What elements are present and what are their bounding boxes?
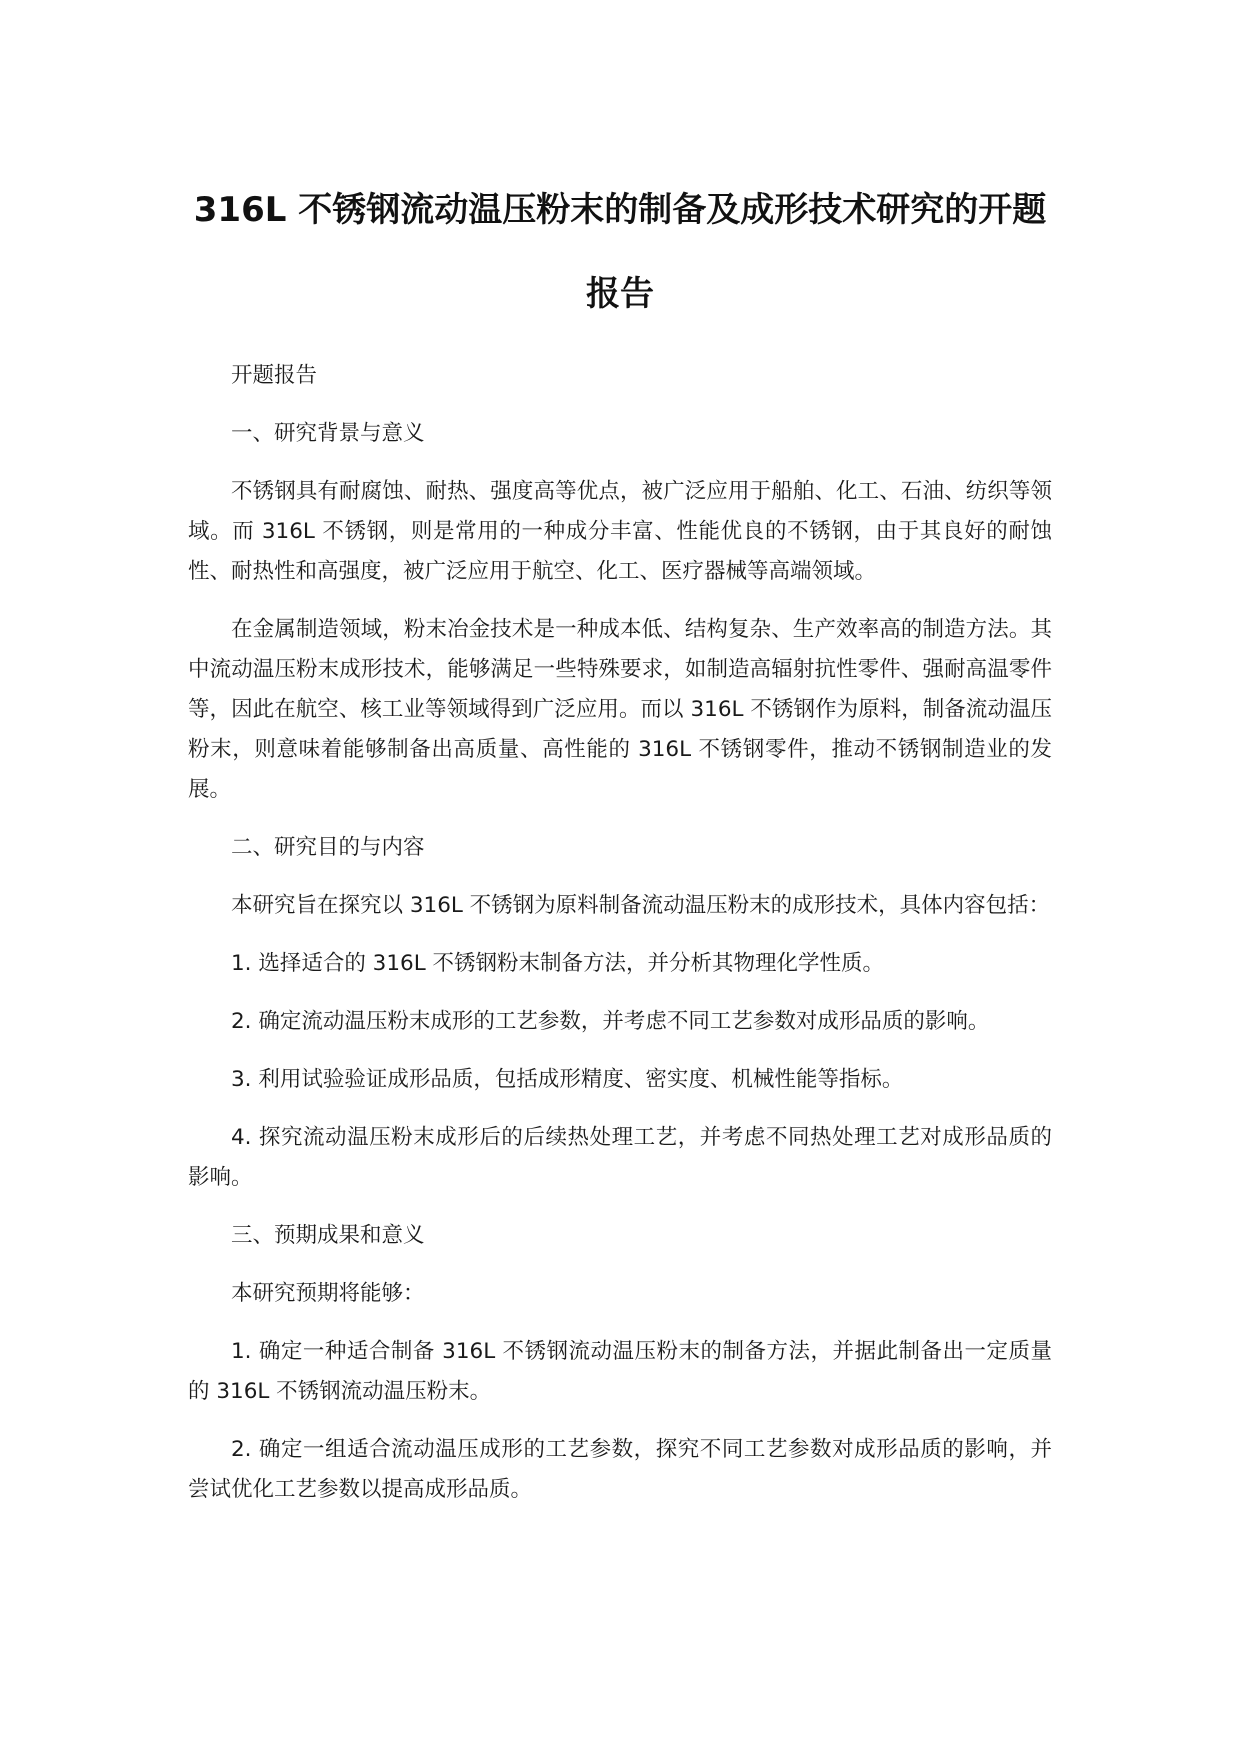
list-item: 2. 确定一组适合流动温压成形的工艺参数，探究不同工艺参数对成形品质的影响，并尝试优化工艺参数以提高成形品质。 bbox=[188, 1437, 1052, 1502]
section-heading-outcomes: 三、预期成果和意义 bbox=[231, 1223, 425, 1248]
section-heading-purpose: 二、研究目的与内容 bbox=[231, 835, 425, 860]
list-item: 3. 利用试验验证成形品质，包括成形精度、密实度、机械性能等指标。 bbox=[231, 1067, 904, 1092]
paragraph: 不锈钢具有耐腐蚀、耐热、强度高等优点，被广泛应用于船舶、化工、石油、纺织等领域。而 316L 不锈钢，则是常用的一种成分丰富、性能优良的不锈钢，由于其良好的耐蚀性、耐热性和高强度，被广泛应用于航空、化工、医疗器械等高端领域。 bbox=[188, 479, 1052, 584]
list-item: 4. 探究流动温压粉末成形后的后续热处理工艺，并考虑不同热处理工艺对成形品质的影响。 bbox=[188, 1125, 1052, 1190]
document-title: 316L 不锈钢流动温压粉末的制备及成形技术研究的开题报告 bbox=[193, 190, 1047, 314]
paragraph: 在金属制造领域，粉末冶金技术是一种成本低、结构复杂、生产效率高的制造方法。其中流动温压粉末成形技术，能够满足一些特殊要求，如制造高辐射抗性零件、强耐高温零件等，因此在航空、核工业等领域得到广泛应用。而以 316L 不锈钢作为原料，制备流动温压粉末，则意味着能够制备出高质量、高性能的 316L 不锈钢零件，推动不锈钢制造业的发展。 bbox=[188, 617, 1052, 802]
list-item: 1. 选择适合的 316L 不锈钢粉末制备方法，并分析其物理化学性质。 bbox=[231, 951, 885, 976]
list-item: 1. 确定一种适合制备 316L 不锈钢流动温压粉末的制备方法，并据此制备出一定质量的 316L 不锈钢流动温压粉末。 bbox=[188, 1339, 1052, 1404]
document-body bbox=[188, 356, 1052, 1528]
list-item: 2. 确定流动温压粉末成形的工艺参数，并考虑不同工艺参数对成形品质的影响。 bbox=[231, 1009, 990, 1034]
paragraph: 本研究预期将能够： bbox=[231, 1281, 425, 1306]
paragraph-report-label: 开题报告 bbox=[231, 363, 318, 388]
paragraph: 本研究旨在探究以 316L 不锈钢为原料制备流动温压粉末的成形技术，具体内容包括： bbox=[231, 893, 1051, 918]
section-heading-background: 一、研究背景与意义 bbox=[231, 421, 425, 446]
